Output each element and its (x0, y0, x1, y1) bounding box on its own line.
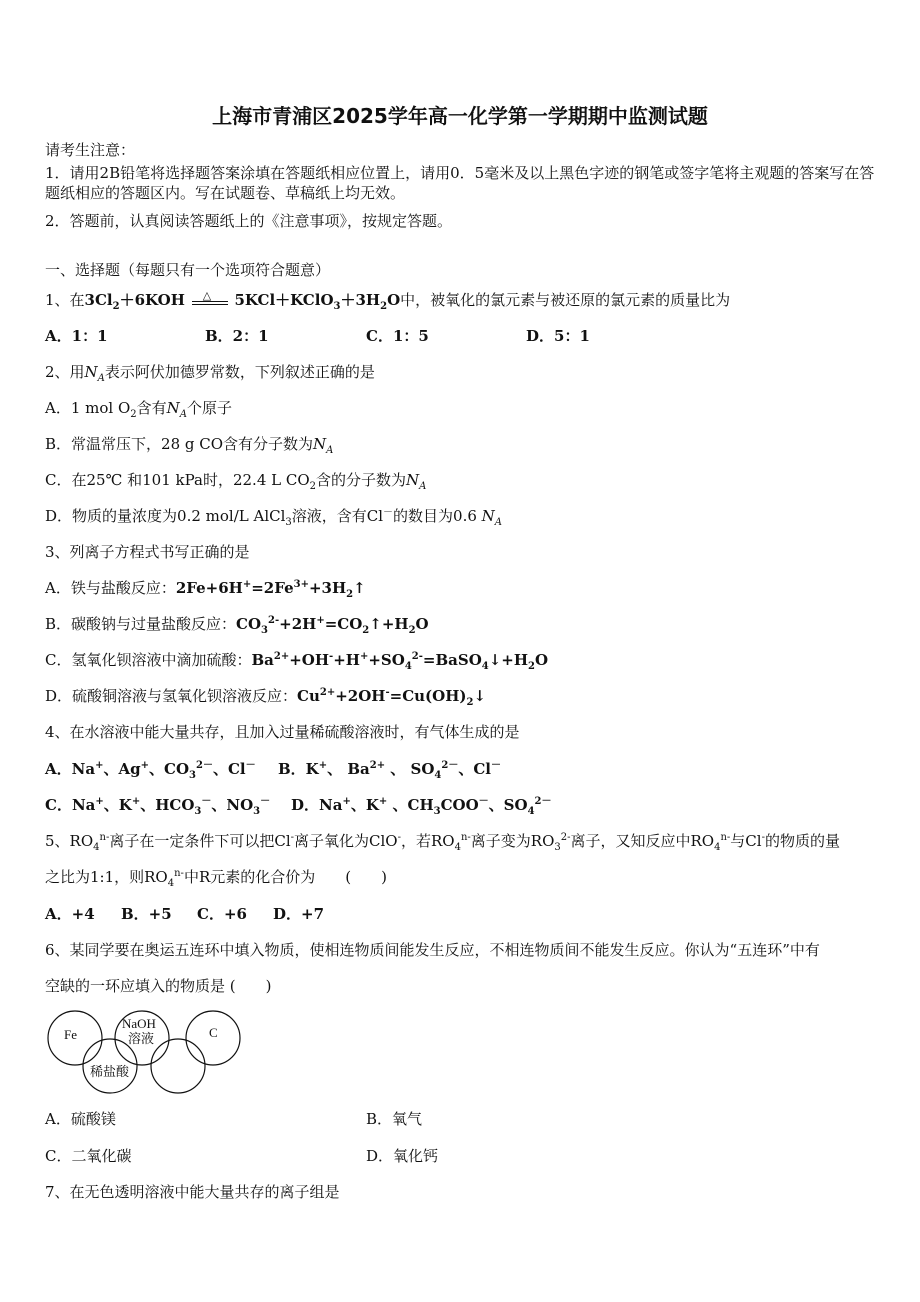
q2-option-c[interactable]: C．在25℃ 和101 kPa时，22.4 L $CO_2$含的分子数为$N_A$ (45, 471, 427, 492)
q2-option-b[interactable]: B．常温常压下，28 g CO含有分子数为$N_A$ (45, 435, 334, 456)
page-title: 上海市青浦区2025学年高一化学第一学期期中监测试题 (212, 104, 708, 128)
notice-item-2: 2．答题前，认真阅读答题纸上的《注意事项》，按规定答题。 (45, 212, 453, 230)
olympic-rings-diagram (40, 1010, 250, 1100)
ring-label-solution: 溶液 (128, 1031, 155, 1046)
q4-option-d[interactable]: D．Na+、K+ 、$CH_3COO^-$、$SO_4^{2-}$ (291, 796, 552, 817)
q5-option-c[interactable]: C．+6 (197, 905, 247, 923)
q3-option-a[interactable]: A．铁与盐酸反应：$2Fe+6H^+=2Fe^{3+}+3H_2↑$ (45, 579, 366, 600)
q6-option-a[interactable]: A．硫酸镁 (45, 1110, 116, 1128)
question-4-stem: 4、在水溶液中能大量共存，且加入过量稀硫酸溶液时，有气体生成的是 (45, 723, 520, 741)
notice-item-1: 1．请用2B铅笔将选择题答案涂填在答题纸相应位置上，请用0．5毫米及以上黑色字迹的钢笔或签字笔将主观题的答案写在答题纸相应的答题区内。写在试题卷、草稿纸上均无效。 (45, 164, 875, 202)
q5-option-a[interactable]: A．+4 (45, 905, 95, 923)
q3-option-d[interactable]: D．硫酸铜溶液与氢氧化钡溶液反应：$Cu^{2+}+2OH^-=Cu(OH)_2↓$ (45, 687, 487, 708)
question-2-stem: 2、用$N_A$表示阿伏加德罗常数，下列叙述正确的是 (45, 363, 375, 384)
q1-option-c[interactable]: C．1：5 (366, 327, 429, 345)
q4-option-b[interactable]: B．K+、 $Ba^{2+}$ 、 $SO_4^{2-}$、Cl－ (278, 760, 501, 781)
q1-option-d[interactable]: D．5：1 (526, 327, 590, 345)
question-5-stem: 5、$RO_4^{n-}$离子在一定条件下可以把Cl-离子氧化为ClO-，若$RO_4^{n-}$离子变为$RO_3^{2-}$离子，又知反应中$RO_4^{n-}$与Cl-的物质的量 (45, 832, 840, 853)
heat-triangle-icon: △ (202, 289, 212, 302)
q3-equation-a: $2Fe+6H^+=2Fe^{3+}+3H_2↑$ (175, 579, 366, 600)
question-6-stem: 6、某同学要在奥运五连环中填入物质，使相连物质间能发生反应，不相连物质间不能发生反应。你认为“五连环”中有 (45, 941, 820, 959)
question-7-stem: 7、在无色透明溶液中能大量共存的离子组是 (45, 1183, 340, 1201)
ring-label-c: C (209, 1025, 218, 1040)
q5-option-b[interactable]: B．+5 (121, 905, 172, 923)
q1-option-b[interactable]: B．2：1 (205, 327, 269, 345)
reaction-arrow-heat (190, 289, 230, 308)
q6-option-d[interactable]: D．氧化钙 (366, 1147, 439, 1165)
q6-option-b[interactable]: B．氧气 (366, 1110, 423, 1128)
q1-option-a[interactable]: A．1：1 (45, 327, 108, 345)
q2-option-a[interactable]: A．1 mol $O_2$含有$N_A$个原子 (45, 399, 233, 420)
q3-option-c[interactable]: C．氢氧化钡溶液中滴加硫酸：$Ba^{2+}+OH^-+H^++SO_4^{2-}=BaSO_4↓+H_2O$ (45, 651, 549, 672)
q3-equation-b: $CO_3^{2-}+2H^+=CO_2↑+H_2O$ (236, 615, 429, 636)
q6-option-c[interactable]: C．二氧化碳 (45, 1147, 132, 1165)
q1-equation-right: $5KCl+KClO_3+3H_2O$ (234, 291, 401, 312)
ring-label-fe: Fe (64, 1027, 77, 1042)
notice-heading: 请考生注意： (45, 141, 136, 159)
q3-equation-d: $Cu^{2+}+2OH^-=Cu(OH)_2↓$ (297, 687, 487, 708)
q2-option-d[interactable]: D．物质的量浓度为0.2 mol/L AlCl$_3$溶液，含有Cl－的数目为0.6 $N_A$ (45, 507, 503, 528)
q3-option-b[interactable]: B．碳酸钠与过量盐酸反应：$CO_3^{2-}+2H^+=CO_2↑+H_2O$ (45, 615, 429, 636)
question-3-stem: 3、列离子方程式书写正确的是 (45, 543, 250, 561)
question-1-stem: 1、在$3Cl_2+6KOH$ △ $5KCl+KClO_3+3H_2O$中，被氧化的氯元素与被还原的氯元素的质量比为 (45, 290, 880, 310)
ring-empty (151, 1039, 205, 1093)
q5-option-d[interactable]: D．+7 (273, 905, 325, 923)
ring-label-hcl: 稀盐酸 (90, 1064, 130, 1079)
q1-equation-left: $3Cl_2+6KOH$ (84, 291, 185, 312)
q4-option-c[interactable]: C．Na+、K+、$HCO_3^-$、$NO_3^-$ (45, 796, 271, 817)
ring-label-naoh: NaOH (122, 1016, 156, 1031)
q4-option-a[interactable]: A．Na+、Ag+、$CO_3^{2-}$、Cl－ (45, 760, 256, 781)
question-6-stem-cont: 空缺的一环应填入的物质是 ( ) (45, 977, 272, 995)
section-heading: 一、选择题（每题只有一个选项符合题意） (45, 261, 331, 279)
question-5-stem-cont: 之比为1:1，则$RO_4^{n-}$中R元素的化合价为 ( ) (45, 868, 387, 889)
q3-equation-c: $Ba^{2+}+OH^-+H^++SO_4^{2-}=BaSO_4↓+H_2O$ (251, 651, 549, 672)
